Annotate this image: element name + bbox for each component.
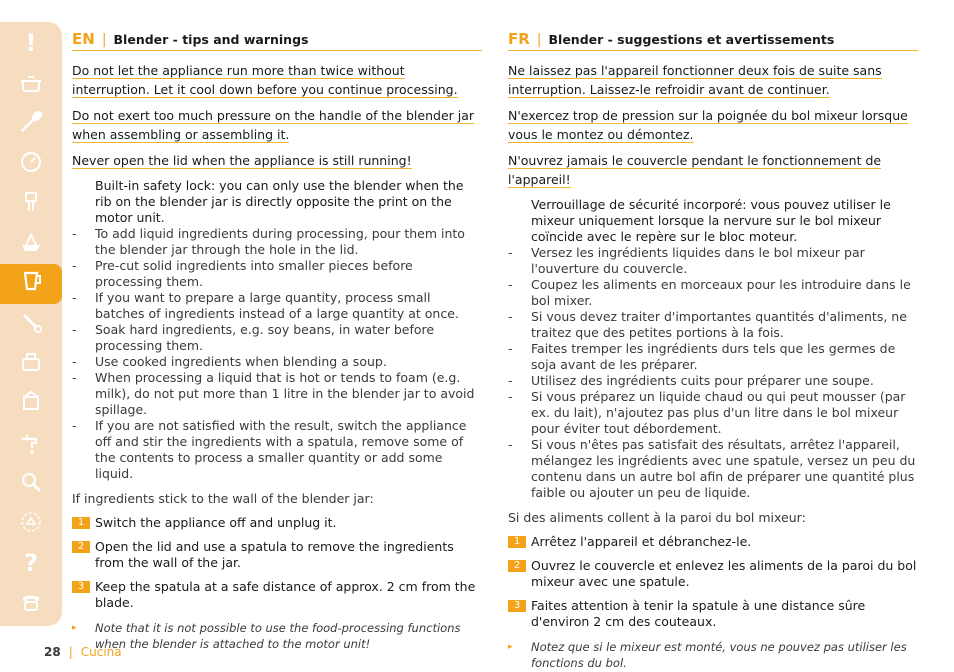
language-code: FR [508,30,530,48]
hand-blender-icon [16,307,46,341]
list-item: - Faites tremper les ingrédients durs tels que les germes de soja avant de les préparer. [508,341,896,372]
language-code: EN [72,30,95,48]
page-footer [44,645,122,659]
warning: Do not exert too much pressure on the handle of the blender jar when assembling or assembling it. [72,108,475,142]
step: 1 Switch the appliance off and unplug it. [72,515,482,531]
telephone-icon [16,587,46,621]
section-header-fr [508,30,918,51]
sidebar-tab[interactable] [0,264,62,304]
section-header-en [72,30,482,51]
list-item: - To add liquid ingredients during processing, pour them into the blender jar through the hole in the lid. [72,226,465,257]
warning: Do not let the appliance run more than twice without interruption. Let it cool down before you continue processing. [72,63,458,97]
mixer-icon [16,187,46,221]
svg-text:!: ! [25,29,37,57]
svg-text:?: ? [24,549,38,577]
sidebar [0,22,62,626]
sidebar-tab[interactable] [0,584,62,624]
step-number: 1 [508,536,526,548]
section-title: Blender - suggestions et avertissements [548,32,835,47]
step-number: 3 [72,581,90,593]
page-number: 28 [44,645,61,659]
warning: Ne laissez pas l'appareil fonctionner deux fois de suite sans interruption. Laissez-le refroidir avant de continuer. [508,63,882,97]
list-item: - Si vous devez traiter d'importantes quantités d'aliments, ne traitez que des petites portions à la fois. [508,309,907,340]
note: ▸ Notez que si le mixeur est monté, vous ne pouvez pas utiliser les fonctions du bol. [508,640,907,670]
safety-lock-text: Verrouillage de sécurité incorporé: vous pouvez utiliser le mixeur uniquement lorsque la nervure sur le bol mixeur coïncide avec le repère sur le bloc moteur. [531,197,891,244]
food-processor-icon [16,347,46,381]
header-separator: | [536,32,542,48]
spatula-icon [16,107,46,141]
list-item: - When processing a liquid that is hot or tends to foam (e.g. milk), do not put more than 1 litre in the blender jar to avoid spillage. [72,370,475,417]
exclamation-icon [16,27,46,61]
column-fr [508,30,918,671]
note: ▸ Note that it is not possible to use the food-processing functions when the blender is attached to the motor unit! [72,621,461,651]
list-item: - If you want to prepare a large quantity, process small batches of ingredients instead of a large quantity at once. [72,290,459,321]
sidebar-tab[interactable] [0,424,62,464]
list-item: - Utilisez des ingrédients cuits pour préparer une soupe. [508,373,874,388]
intro-text: If ingredients stick to the wall of the blender jar: [72,491,374,506]
header-separator: | [101,32,107,48]
sidebar-tab[interactable] [0,504,62,544]
sidebar-tab[interactable] [0,144,62,184]
sidebar-tab[interactable] [0,104,62,144]
sidebar-tab[interactable] [0,224,62,264]
section-name: Cucina [80,645,122,659]
step-number: 2 [508,560,526,572]
blender-jar-icon [16,267,46,301]
step-number: 2 [72,541,90,553]
warnings-list [508,60,918,188]
footer-separator: | [68,645,73,659]
step-number: 3 [508,600,526,612]
warning: N'exercez trop de pression sur la poignée du bol mixeur lorsque vous le montez ou démontez. [508,108,908,142]
list-item: - Si vous n'êtes pas satisfait des résultats, arrêtez l'appareil, mélangez les ingrédients avec une spatule, versez un peu du contenu dans un autre bol afin de préparer une quantité plus faible ou ajouter un peu de liquide. [508,437,916,500]
step: 3 Keep the spatula at a safe distance of approx. 2 cm from the blade. [72,579,482,611]
recycle-icon [16,507,46,541]
sidebar-tab[interactable] [0,384,62,424]
sidebar-tab[interactable] [0,64,62,104]
list-item: - If you are not satisfied with the result, switch the appliance off and stir the ingredients with a spatula, remove some of the contents to process a smaller quantity or add some liquid. [72,418,467,481]
triangle-icon: ▸ [72,623,77,633]
list-item: - Pre-cut solid ingredients into smaller pieces before processing them. [72,258,413,289]
safety-lock-text: Built-in safety lock: you can only use the blender when the rib on the blender jar is directly opposite the print on the motor unit. [95,178,464,225]
question-mark-icon [16,547,46,581]
list-item: - Si vous préparez un liquide chaud ou qui peut mousser (par ex. du lait), n'ajoutez pas plus d'un litre dans le bol mixeur pour éviter tout débordement. [508,389,906,436]
column-en [72,30,482,652]
citrus-press-icon [16,227,46,261]
sidebar-tab[interactable] [0,464,62,504]
triangle-icon: ▸ [508,642,513,652]
list-item: - Use cooked ingredients when blending a soup. [72,354,387,369]
step: 3 Faites attention à tenir la spatule à une distance sûre d'environ 2 cm des couteaux. [508,598,918,630]
cooking-pot-icon [16,67,46,101]
warnings-list [72,60,482,169]
section-title: Blender - tips and warnings [113,32,309,47]
step: 2 Ouvrez le couvercle et enlevez les aliments de la paroi du bol mixeur avec une spatule. [508,558,918,590]
intro-text: Si des aliments collent à la paroi du bol mixeur: [508,510,806,525]
sidebar-tab[interactable] [0,24,62,64]
warning: N'ouvrez jamais le couvercle pendant le fonctionnement de l'appareil! [508,153,882,187]
step-number: 1 [72,517,90,529]
sidebar-tab[interactable] [0,304,62,344]
sidebar-tab[interactable] [0,184,62,224]
step: 2 Open the lid and use a spatula to remove the ingredients from the wall of the jar. [72,539,482,571]
list-item: - Coupez les aliments en morceaux pour les introduire dans le bol mixer. [508,277,911,308]
warning: Never open the lid when the appliance is still running! [72,153,412,168]
step: 1 Arrêtez l'appareil et débranchez-le. [508,534,918,550]
sidebar-tab[interactable] [0,344,62,384]
accessories-icon [16,387,46,421]
tap-icon [16,427,46,461]
clock-dial-icon [16,147,46,181]
tips-list [508,245,918,501]
list-item: - Soak hard ingredients, e.g. soy beans, in water before processing them. [72,322,435,353]
list-item: - Versez les ingrédients liquides dans le bol mixeur par l'ouverture du couvercle. [508,245,865,276]
magnifier-icon [16,467,46,501]
sidebar-tab[interactable] [0,544,62,584]
tips-list [72,226,482,482]
